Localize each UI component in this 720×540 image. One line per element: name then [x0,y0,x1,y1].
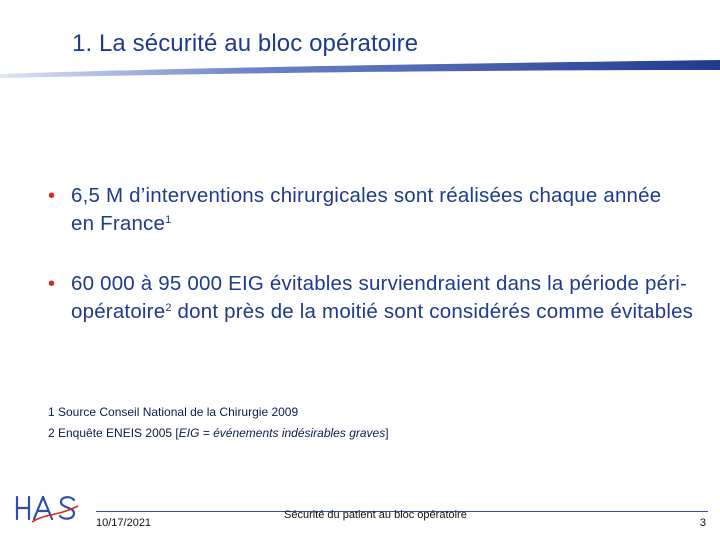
has-logo [14,492,80,524]
footnote-ref-1: 1 [165,214,172,226]
slide-title: 1. La sécurité au bloc opératoire [72,30,419,57]
page-number: 3 [699,517,706,529]
footer-title: Sécurité du patient au bloc opératoire [284,509,467,521]
bullet-text: 6,5 M d’interventions chirurgicales sont réalisées chaque année en France$^1$ [71,184,662,235]
footer-date: 10/17/2021 [96,517,152,529]
footnote-1: 1 Source Conseil National de la Chirurgie 2009 [48,405,299,419]
title-swoosh-decoration [0,56,720,86]
bullet-text: 60 000 à 95 000 EIG évitables surviendraient dans la période péri-opératoire$^2$ dont près de la moitié sont considérés comme évitables [71,272,694,323]
bullet-marker: • [48,185,56,207]
footnotes [48,402,389,444]
footnote-ref-2: 2 [165,302,172,314]
bullet-item-eig [48,270,708,326]
bullet-item-interventions [48,182,688,238]
footnote-2: 2 Enquête ENEIS 2005 [EIG = événements indésirables graves] [48,426,389,440]
bullet-marker: • [48,273,56,295]
